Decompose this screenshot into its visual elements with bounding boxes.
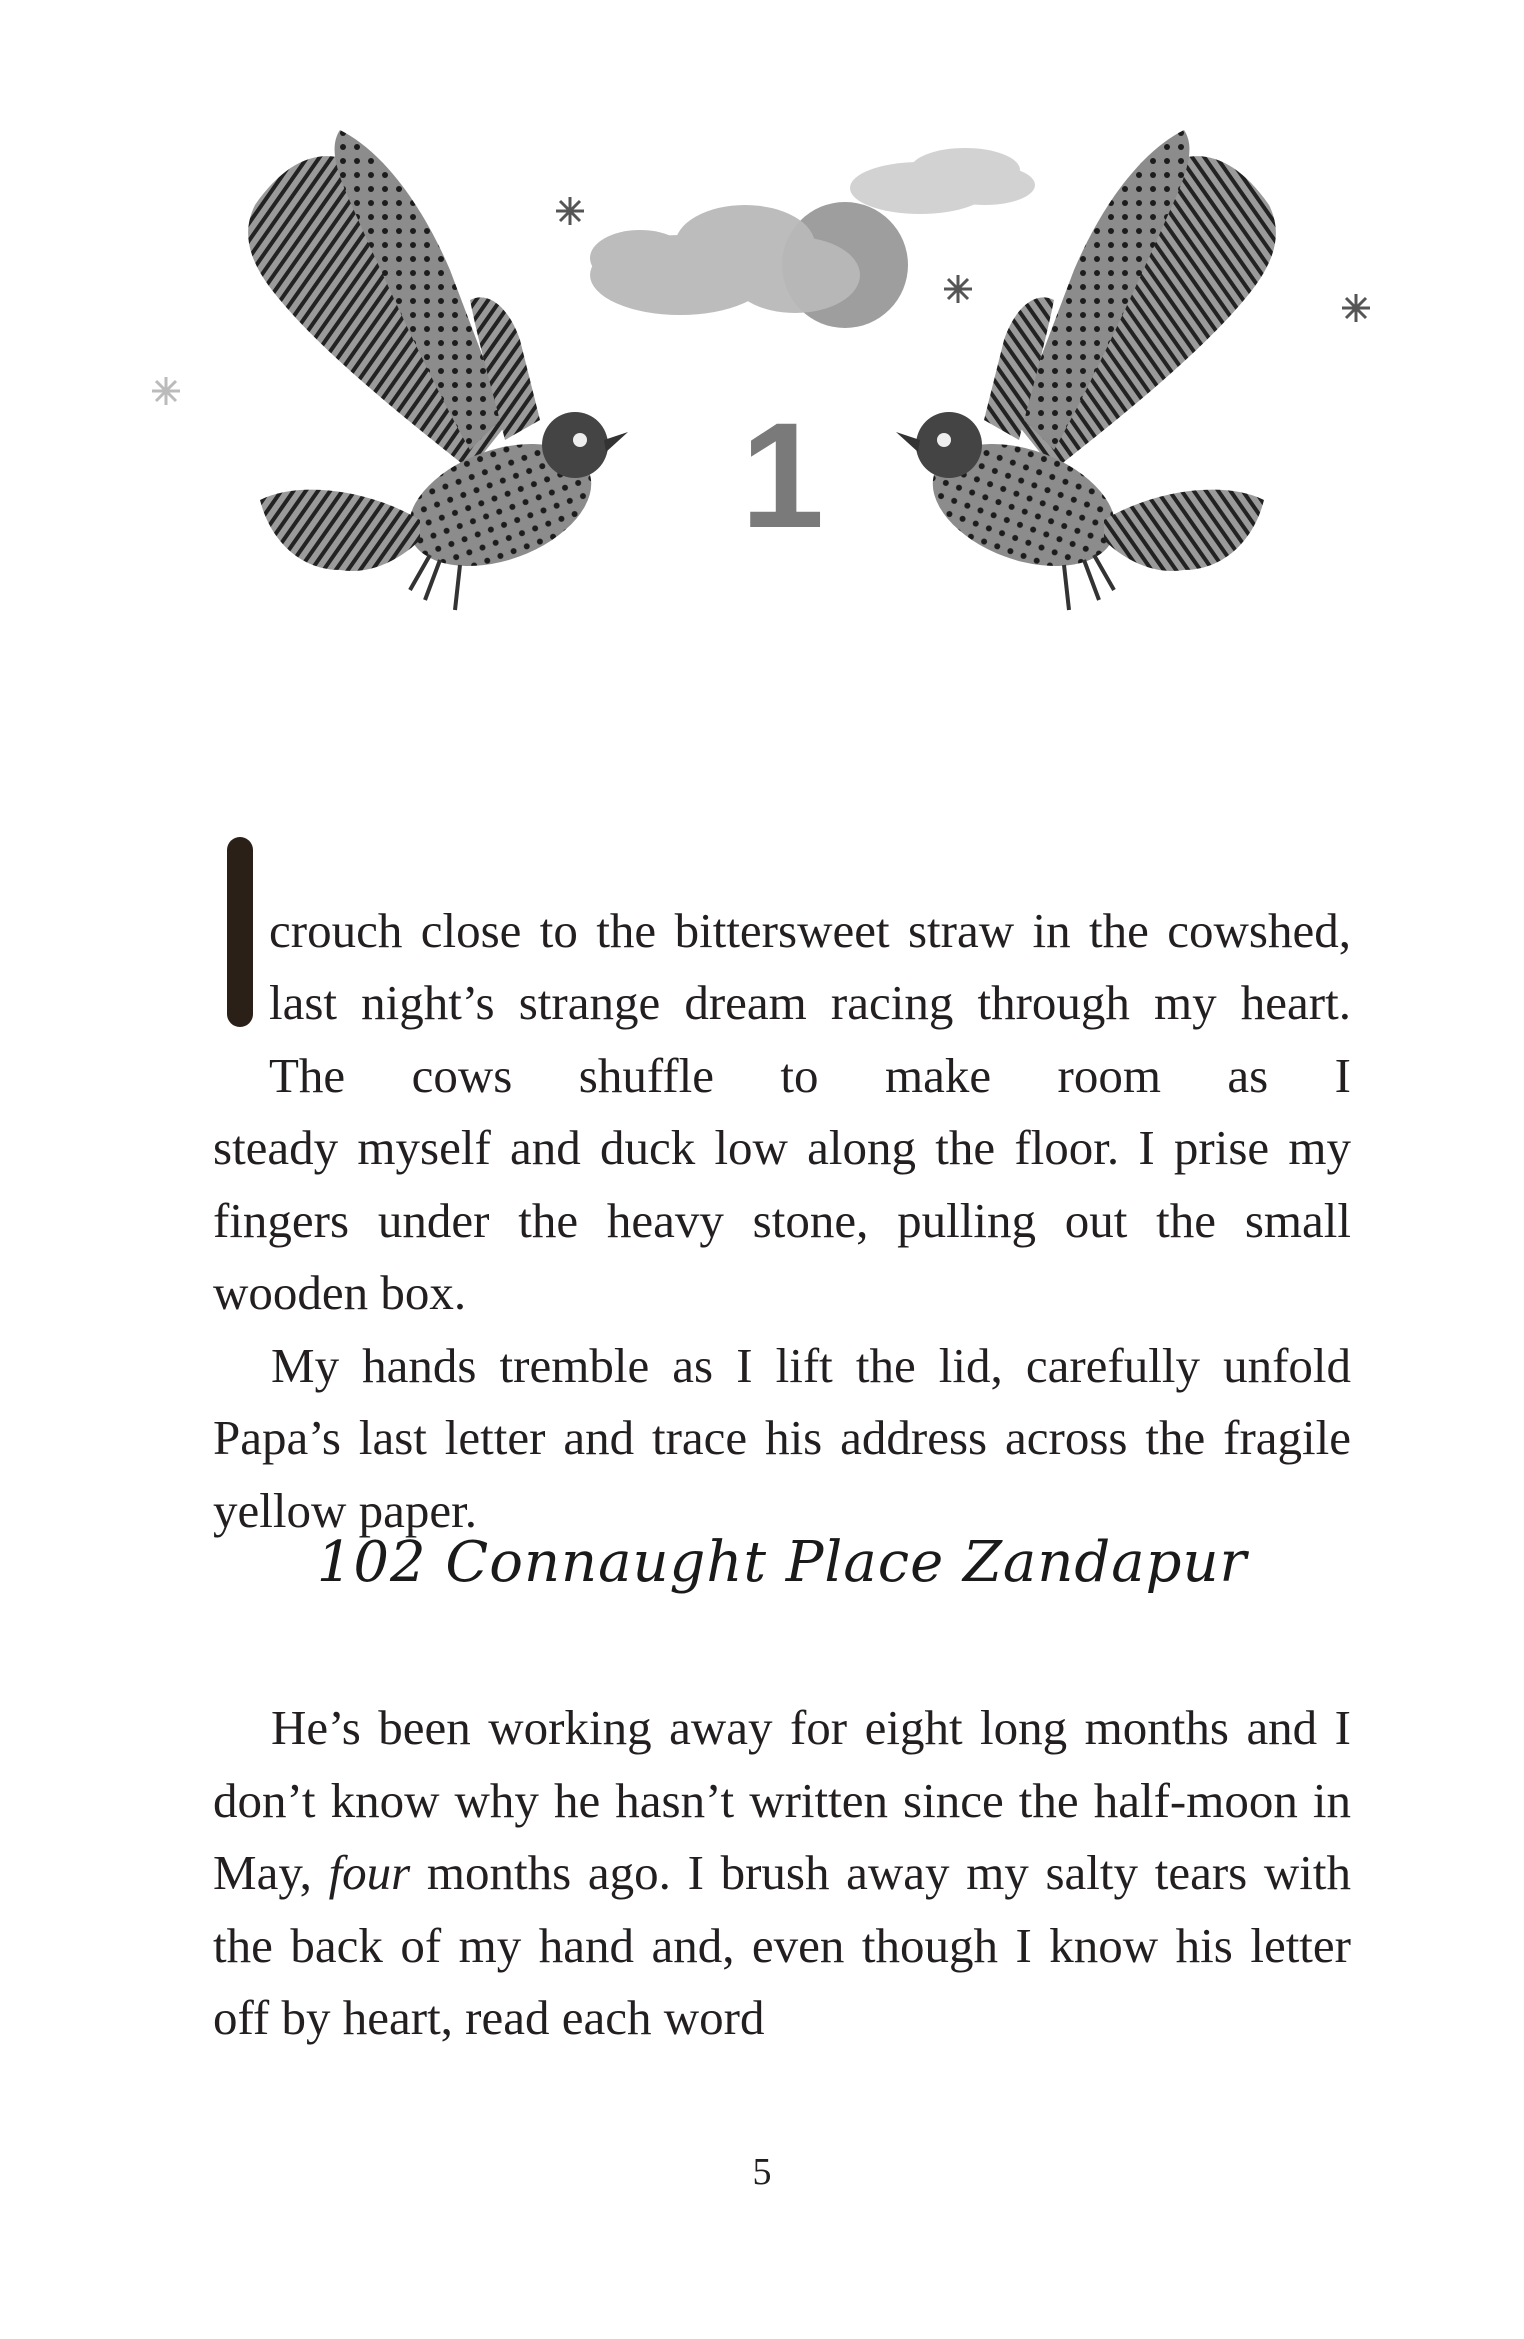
star-icon [152, 377, 180, 405]
paragraph-3 [213, 1692, 1351, 2055]
paragraph-1-indented-text: crouch close to the bittersweet straw in the cowshed, last night’s strange dream racing through my heart. The cows shuffle to make room as I [269, 902, 1351, 1103]
handwritten-address: 102 Connaught Place Zandapur [316, 1530, 1248, 1595]
cloud-icon [850, 148, 1035, 214]
paragraph-1 [213, 822, 1351, 1547]
drop-cap-letter [213, 874, 267, 875]
paragraph-3-text-end: months ago. I brush away my salty tears with the back of my hand and, even though I know his letter off by heart, read each word [213, 1845, 1351, 2045]
star-icon [1342, 294, 1370, 322]
page-number: 5 [752, 2151, 772, 2193]
star-icon [944, 275, 972, 303]
chapter-number: 1 [740, 391, 825, 559]
star-icon [556, 197, 584, 225]
chapter-header-illustration [0, 0, 1524, 720]
paragraph-3-text-start: He’s been working away for eight long months and I don’t know why he hasn’t written since the half-moon in May, [213, 1700, 1351, 1900]
paragraph-3-emphasis: four [328, 1845, 411, 1900]
paragraph-2: My hands tremble as I lift the lid, carefully unfold Papa’s last letter and trace his address across the fragile yellow paper. [213, 1337, 1351, 1538]
paragraph-1-text: steady myself and duck low along the floor. I prise my fingers under the heavy stone, pulling out the small wooden box. [213, 1120, 1351, 1320]
